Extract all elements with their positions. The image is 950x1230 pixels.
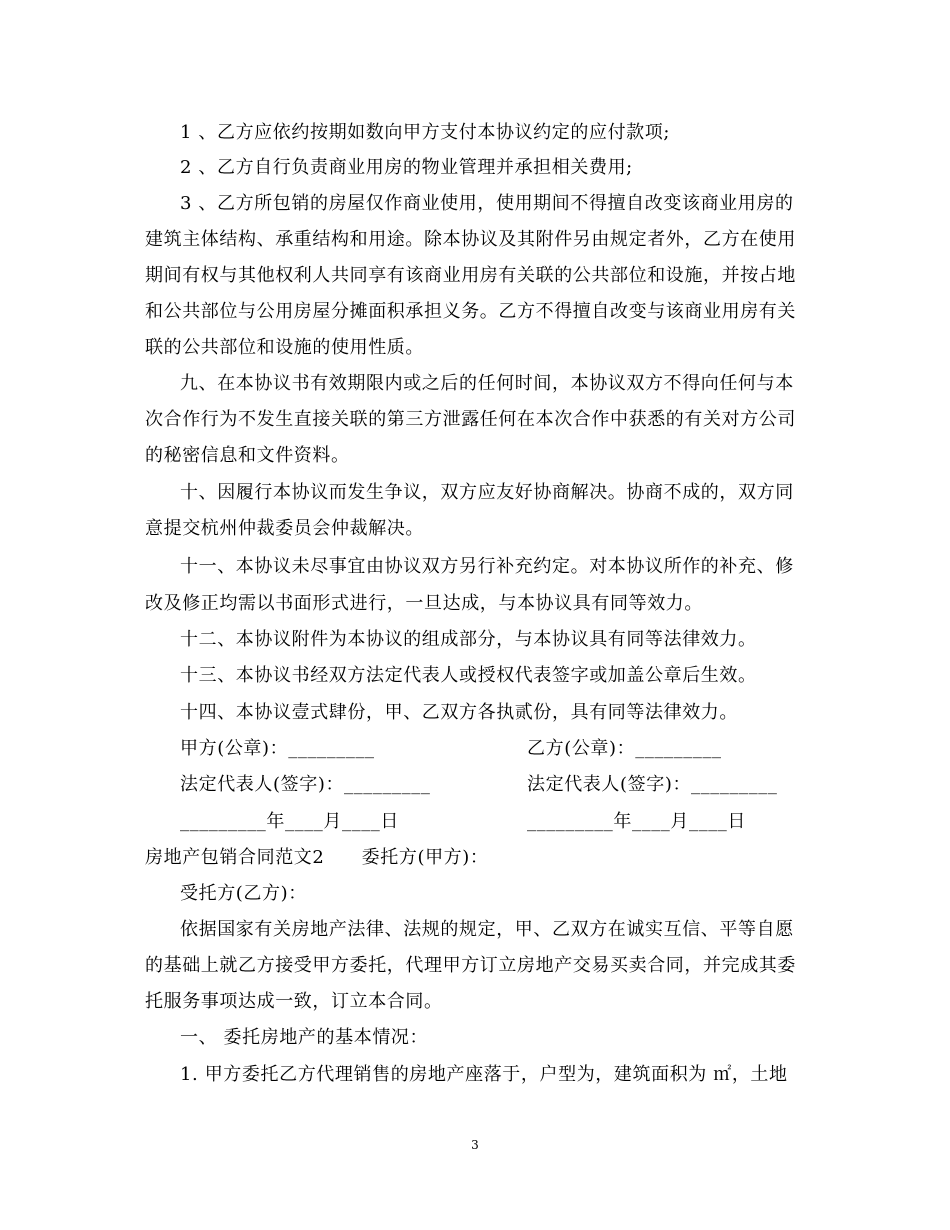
paragraph-line: 十二、本协议附件为本协议的组成部分，与本协议具有同等法律效力。 <box>180 629 757 650</box>
paragraph-line: 受托方(乙方)： <box>180 883 307 904</box>
paragraph-line: 的秘密信息和文件资料。 <box>145 445 350 466</box>
paragraph-line: 建筑主体结构、承重结构和用途。除本协议及其附件另由规定者外，乙方在使用 <box>145 229 796 250</box>
paragraph-line: 十四、本协议壹式肆份，甲、乙双方各执贰份，具有同等法律效力。 <box>180 702 738 723</box>
paragraph-line: 十一、本协议未尽事宜由协议双方另行补充约定。对本协议所作的补充、修 <box>180 556 794 577</box>
page-number: 3 <box>471 1138 479 1152</box>
paragraph-line: 3 、乙方所包销的房屋仅作商业使用，使用期间不得擅自改变该商业用房的 <box>180 193 794 214</box>
party-b-representative: 法定代表人(签字)：_________ <box>527 774 778 795</box>
paragraph-line: 托服务事项达成一致，订立本合同。 <box>145 991 443 1012</box>
paragraph-line: 意提交杭州仲裁委员会仲裁解决。 <box>145 518 424 539</box>
paragraph-line: 联的公共部位和设施的使用性质。 <box>145 337 424 358</box>
paragraph-line: 1 、乙方应依约按期如数向甲方支付本协议约定的应付款项; <box>180 122 671 143</box>
party-a-date: _________年____月____日 <box>180 811 399 832</box>
paragraph-line: 九、在本协议书有效期限内或之后的任何时间，本协议双方不得向任何与本 <box>180 373 794 394</box>
paragraph-line: 期间有权与其他权利人共同享有该商业用房有关联的公共部位和设施，并按占地 <box>145 265 796 286</box>
party-b-seal: 乙方(公章)：_________ <box>527 738 722 759</box>
party-a-representative: 法定代表人(签字)：_________ <box>180 774 431 795</box>
party-a-seal: 甲方(公章)：_________ <box>180 738 375 759</box>
party-b-date: _________年____月____日 <box>527 811 746 832</box>
paragraph-line: 和公共部位与公用房屋分摊面积承担义务。乙方不得擅自改变与该商业用房有关 <box>145 301 796 322</box>
paragraph-line: 次合作行为不发生直接关联的第三方泄露任何在本次合作中获悉的有关对方公司 <box>145 409 796 430</box>
paragraph-line: 2 、乙方自行负责商业用房的物业管理并承担相关费用; <box>180 157 633 178</box>
paragraph-line: 十、因履行本协议而发生争议，双方应友好协商解决。协商不成的，双方同 <box>180 482 794 503</box>
contract-title-line: 房地产包销合同范文2 委托方(甲方)： <box>145 847 489 868</box>
paragraph-line: 1. 甲方委托乙方代理销售的房地产座落于，户型为，建筑面积为 ㎡，土地 <box>180 1064 788 1085</box>
paragraph-line: 的基础上就乙方接受甲方委托，代理甲方订立房地产交易买卖合同，并完成其委 <box>145 955 796 976</box>
paragraph-line: 十三、本协议书经双方法定代表人或授权代表签字或加盖公章后生效。 <box>180 665 757 686</box>
paragraph-line: 改及修正均需以书面形式进行，一旦达成，与本协议具有同等效力。 <box>145 593 703 614</box>
section-heading: 一、 委托房地产的基本情况： <box>180 1027 429 1048</box>
paragraph-line: 依据国家有关房地产法律、法规的规定，甲、乙双方在诚实互信、平等自愿 <box>180 919 794 940</box>
